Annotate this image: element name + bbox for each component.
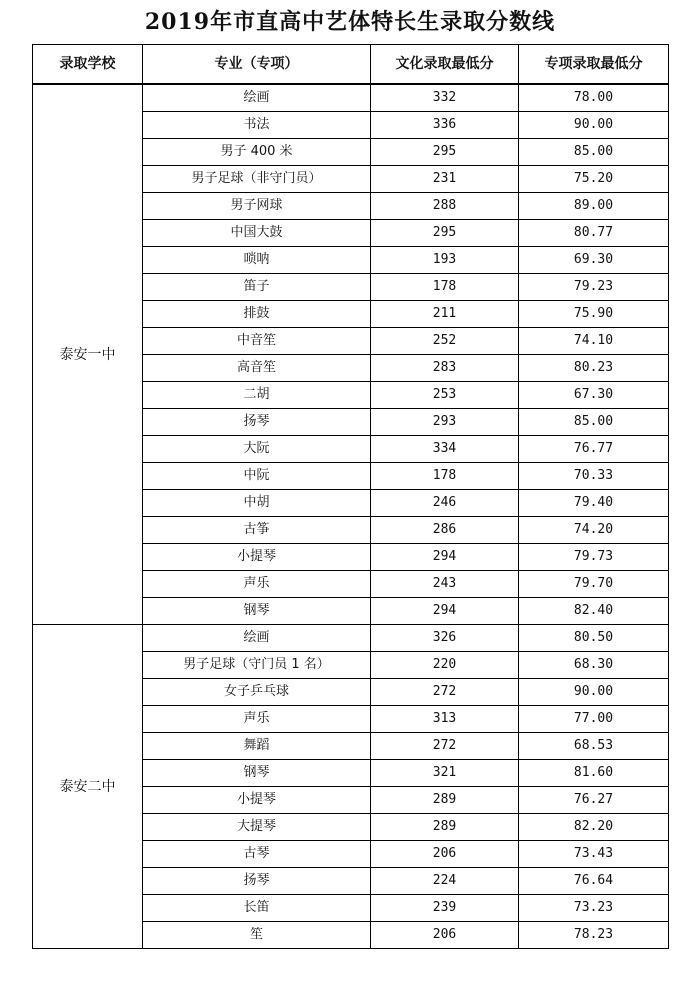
special-score-cell: 81.60: [519, 760, 669, 787]
special-score-cell: 80.23: [519, 355, 669, 382]
special-score-cell: 90.00: [519, 679, 669, 706]
major-cell: 大阮: [143, 436, 371, 463]
special-score-cell: 90.00: [519, 112, 669, 139]
special-score-cell: 75.90: [519, 301, 669, 328]
culture-score-cell: 289: [371, 787, 519, 814]
special-score-cell: 67.30: [519, 382, 669, 409]
table-body: [33, 84, 669, 949]
special-score-cell: 79.23: [519, 274, 669, 301]
special-score-cell: 82.40: [519, 598, 669, 625]
culture-score-cell: 295: [371, 220, 519, 247]
major-cell: 小提琴: [143, 544, 371, 571]
major-cell: 绘画: [143, 84, 371, 112]
special-score-cell: 80.50: [519, 625, 669, 652]
special-score-cell: 69.30: [519, 247, 669, 274]
culture-score-cell: 272: [371, 679, 519, 706]
culture-score-cell: 231: [371, 166, 519, 193]
special-score-cell: 82.20: [519, 814, 669, 841]
major-cell: 声乐: [143, 706, 371, 733]
culture-score-cell: 206: [371, 841, 519, 868]
school-cell: 泰安二中: [33, 625, 143, 949]
culture-score-cell: 313: [371, 706, 519, 733]
major-cell: 笛子: [143, 274, 371, 301]
special-score-cell: 76.27: [519, 787, 669, 814]
culture-score-cell: 295: [371, 139, 519, 166]
table-header-row: [33, 45, 669, 85]
special-score-cell: 75.20: [519, 166, 669, 193]
special-score-cell: 68.30: [519, 652, 669, 679]
special-score-cell: 89.00: [519, 193, 669, 220]
major-cell: 扬琴: [143, 868, 371, 895]
culture-score-cell: 283: [371, 355, 519, 382]
table-row: [33, 625, 669, 652]
culture-score-cell: 239: [371, 895, 519, 922]
culture-score-cell: 334: [371, 436, 519, 463]
major-cell: 书法: [143, 112, 371, 139]
special-score-cell: 79.40: [519, 490, 669, 517]
special-score-cell: 73.43: [519, 841, 669, 868]
major-cell: 男子足球（守门员 1 名）: [143, 652, 371, 679]
major-cell: 长笛: [143, 895, 371, 922]
major-cell: 扬琴: [143, 409, 371, 436]
major-cell: 中胡: [143, 490, 371, 517]
major-cell: 女子乒乓球: [143, 679, 371, 706]
special-score-cell: 74.20: [519, 517, 669, 544]
major-cell: 古琴: [143, 841, 371, 868]
culture-score-cell: 288: [371, 193, 519, 220]
culture-score-cell: 286: [371, 517, 519, 544]
major-cell: 古筝: [143, 517, 371, 544]
major-cell: 二胡: [143, 382, 371, 409]
header-culture-min-score: 文化录取最低分: [371, 45, 519, 85]
culture-score-cell: 178: [371, 274, 519, 301]
culture-score-cell: 332: [371, 84, 519, 112]
special-score-cell: 79.73: [519, 544, 669, 571]
school-cell: 泰安一中: [33, 84, 143, 625]
major-cell: 大提琴: [143, 814, 371, 841]
culture-score-cell: 326: [371, 625, 519, 652]
culture-score-cell: 294: [371, 544, 519, 571]
special-score-cell: 70.33: [519, 463, 669, 490]
page-title: 2019年市直高中艺体特长生录取分数线: [144, 9, 556, 35]
major-cell: 小提琴: [143, 787, 371, 814]
culture-score-cell: 253: [371, 382, 519, 409]
culture-score-cell: 336: [371, 112, 519, 139]
special-score-cell: 76.77: [519, 436, 669, 463]
special-score-cell: 78.23: [519, 922, 669, 949]
special-score-cell: 76.64: [519, 868, 669, 895]
special-score-cell: 85.00: [519, 409, 669, 436]
culture-score-cell: 293: [371, 409, 519, 436]
major-cell: 唢呐: [143, 247, 371, 274]
major-cell: 绘画: [143, 625, 371, 652]
major-cell: 男子足球（非守门员）: [143, 166, 371, 193]
major-cell: 男子网球: [143, 193, 371, 220]
culture-score-cell: 224: [371, 868, 519, 895]
culture-score-cell: 294: [371, 598, 519, 625]
major-cell: 男子 400 米: [143, 139, 371, 166]
special-score-cell: 77.00: [519, 706, 669, 733]
culture-score-cell: 321: [371, 760, 519, 787]
major-cell: 中音笙: [143, 328, 371, 355]
major-cell: 中国大鼓: [143, 220, 371, 247]
culture-score-cell: 272: [371, 733, 519, 760]
special-score-cell: 80.77: [519, 220, 669, 247]
special-score-cell: 78.00: [519, 84, 669, 112]
header-major: 专业（专项）: [143, 45, 371, 85]
special-score-cell: 73.23: [519, 895, 669, 922]
culture-score-cell: 193: [371, 247, 519, 274]
major-cell: 笙: [143, 922, 371, 949]
special-score-cell: 79.70: [519, 571, 669, 598]
table-row: [33, 84, 669, 112]
major-cell: 高音笙: [143, 355, 371, 382]
header-special-min-score: 专项录取最低分: [519, 45, 669, 85]
culture-score-cell: 289: [371, 814, 519, 841]
culture-score-cell: 252: [371, 328, 519, 355]
major-cell: 舞蹈: [143, 733, 371, 760]
culture-score-cell: 211: [371, 301, 519, 328]
major-cell: 声乐: [143, 571, 371, 598]
major-cell: 钢琴: [143, 598, 371, 625]
major-cell: 中阮: [143, 463, 371, 490]
culture-score-cell: 178: [371, 463, 519, 490]
culture-score-cell: 220: [371, 652, 519, 679]
culture-score-cell: 206: [371, 922, 519, 949]
header-school: 录取学校: [33, 45, 143, 85]
admission-score-table: [32, 44, 669, 949]
special-score-cell: 85.00: [519, 139, 669, 166]
culture-score-cell: 243: [371, 571, 519, 598]
major-cell: 钢琴: [143, 760, 371, 787]
special-score-cell: 68.53: [519, 733, 669, 760]
special-score-cell: 74.10: [519, 328, 669, 355]
culture-score-cell: 246: [371, 490, 519, 517]
major-cell: 排鼓: [143, 301, 371, 328]
